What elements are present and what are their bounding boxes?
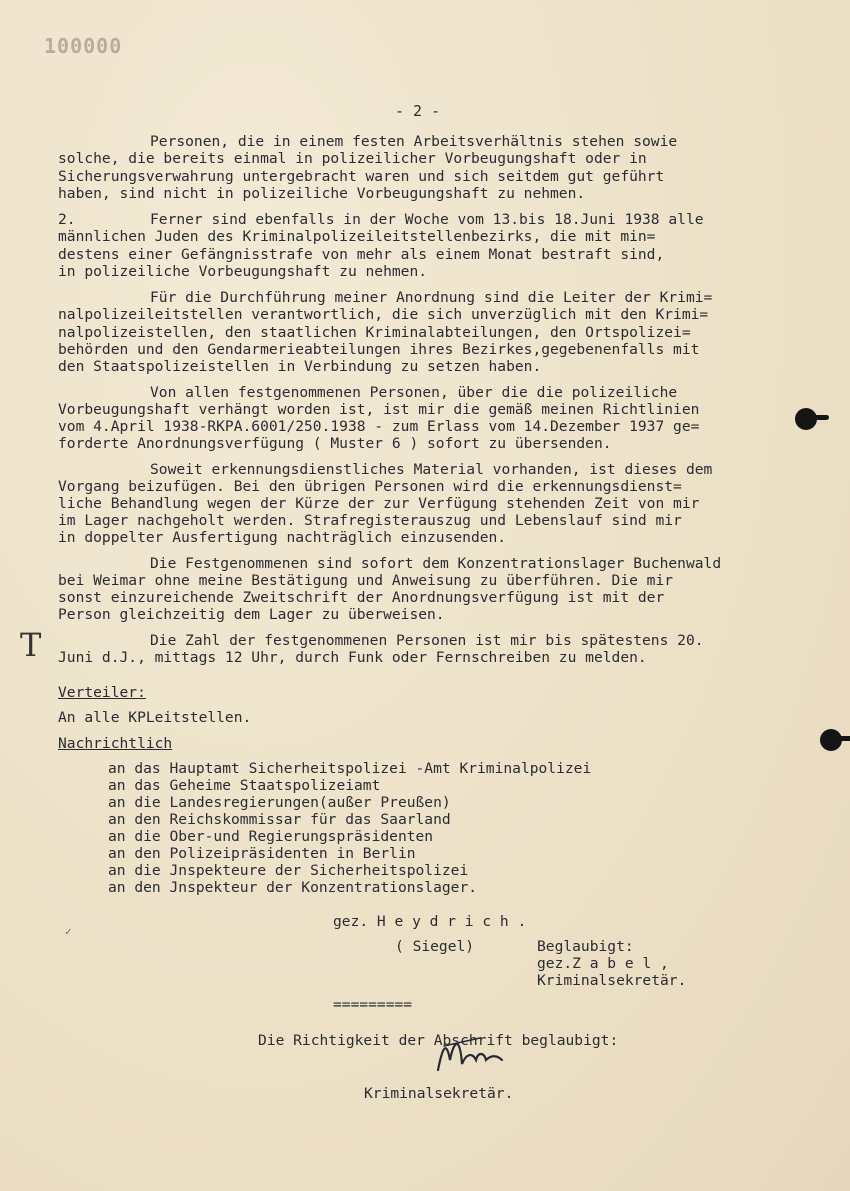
- recipient-3: an die Landesregierungen(außer Preußen): [108, 794, 451, 811]
- punch-hole-top: [795, 408, 817, 430]
- p1-line-3: Sicherungsverwahrung untergebracht waren und sich seitdem gut geführt: [58, 168, 665, 185]
- recipient-4: an den Reichskommissar für das Saarland: [108, 811, 451, 828]
- p3-line-5: den Staatspolizeistellen in Verbindung zu setzen haben.: [58, 358, 542, 375]
- p2-line-1: Ferner sind ebenfalls in der Woche vom 13.bis 18.Juni 1938 alle: [150, 211, 704, 228]
- recipient-2: an das Geheime Staatspolizeiamt: [108, 777, 381, 794]
- p6-line-1: Die Festgenommenen sind sofort dem Konzentrationslager Buchenwald: [150, 555, 722, 572]
- recipient-6: an den Polizeipräsidenten in Berlin: [108, 845, 416, 862]
- margin-mark: ✓: [65, 925, 72, 938]
- p1-line-1: Personen, die in einem festen Arbeitsverhältnis stehen sowie: [150, 133, 678, 150]
- signed-heydrich: gez. H e y d r i c h .: [333, 913, 527, 930]
- p3-line-1: Für die Durchführung meiner Anordnung sind die Leiter der Krimi=: [150, 289, 713, 306]
- p4-line-2: Vorbeugungshaft verhängt worden ist, ist mir die gemäß meinen Richtlinien: [58, 401, 700, 418]
- p6-line-2: bei Weimar ohne meine Bestätigung und Anweisung zu überführen. Die mir: [58, 572, 674, 589]
- recipient-1: an das Hauptamt Sicherheitspolizei -Amt Kriminalpolizei: [108, 760, 592, 777]
- p5-line-5: in doppelter Ausfertigung nachträglich einzusenden.: [58, 529, 507, 546]
- distribution-to-all: An alle KPLeitstellen.: [58, 709, 252, 726]
- p5-line-3: liche Behandlung wegen der Kürze der zur Verfügung stehenden Zeit von mir: [58, 495, 700, 512]
- page-number: - 2 -: [395, 102, 441, 120]
- handwritten-mark: T: [20, 626, 42, 664]
- p3-line-4: behörden und den Gendarmerieabteilungen ihres Bezirkes,gegebenenfalls mit: [58, 341, 700, 358]
- p4-line-3: vom 4.April 1938-RKPA.6001/250.1938 - zum Erlass vom 14.Dezember 1937 ge=: [58, 418, 700, 435]
- p5-line-1: Soweit erkennungsdienstliches Material vorhanden, ist dieses dem: [150, 461, 713, 478]
- certified-by: gez.Z a b e l ,: [537, 955, 669, 972]
- certified-label: Beglaubigt:: [537, 938, 634, 955]
- p2-number: 2.: [58, 211, 76, 228]
- p4-line-1: Von allen festgenommenen Personen, über die die polizeiliche: [150, 384, 678, 401]
- p7-line-2: Juni d.J., mittags 12 Uhr, durch Funk oder Fernschreiben zu melden.: [58, 649, 647, 666]
- p6-line-3: sonst einzureichende Zweitschrift der Anordnungsverfügung ist mit der: [58, 589, 665, 606]
- p5-line-4: im Lager nachgeholt werden. Strafregisterauszug und Lebenslauf sind mir: [58, 512, 682, 529]
- p6-line-4: Person gleichzeitig dem Lager zu überweisen.: [58, 606, 445, 623]
- p3-line-2: nalpolizeileitstellen verantwortlich, die sich unverzüglich mit den Krimi=: [58, 306, 709, 323]
- p1-line-2: solche, die bereits einmal in polizeilicher Vorbeugungshaft oder in: [58, 150, 647, 167]
- p4-line-4: forderte Anordnungsverfügung ( Muster 6 ) sofort zu übersenden.: [58, 435, 612, 452]
- p3-line-3: nalpolizeistellen, den staatlichen Kriminalabteilungen, den Ortspolizei=: [58, 324, 691, 341]
- archive-stamp-number: 100000: [44, 34, 123, 58]
- p7-line-1: Die Zahl der festgenommenen Personen ist mir bis spätestens 20.: [150, 632, 704, 649]
- separator-line: =========: [333, 996, 413, 1013]
- certified-title: Kriminalsekretär.: [537, 972, 687, 989]
- p1-line-4: haben, sind nicht in polizeiliche Vorbeugungshaft zu nehmen.: [58, 185, 586, 202]
- punch-hole-bottom: [820, 729, 842, 751]
- recipient-8: an den Jnspekteur der Konzentrationslager.: [108, 879, 478, 896]
- final-title: Kriminalsekretär.: [364, 1085, 514, 1102]
- p2-line-2: männlichen Juden des Kriminalpolizeileitstellenbezirks, die mit min=: [58, 228, 656, 245]
- recipient-5: an die Ober-und Regierungspräsidenten: [108, 828, 434, 845]
- p5-line-2: Vorgang beizufügen. Bei den übrigen Personen wird die erkennungsdienst=: [58, 478, 682, 495]
- distribution-info-heading: Nachrichtlich: [58, 735, 173, 752]
- p2-line-4: in polizeiliche Vorbeugungshaft zu nehmen.: [58, 263, 428, 280]
- p2-line-3: destens einer Gefängnisstrafe von mehr als einem Monat bestraft sind,: [58, 246, 665, 263]
- distribution-heading: Verteiler:: [58, 684, 146, 701]
- recipient-7: an die Jnspekteure der Sicherheitspolizei: [108, 862, 469, 879]
- copy-certification: Die Richtigkeit der Abschrift beglaubigt:: [258, 1032, 619, 1049]
- handwritten-signature: [432, 1030, 512, 1080]
- seal-note: ( Siegel): [395, 938, 475, 955]
